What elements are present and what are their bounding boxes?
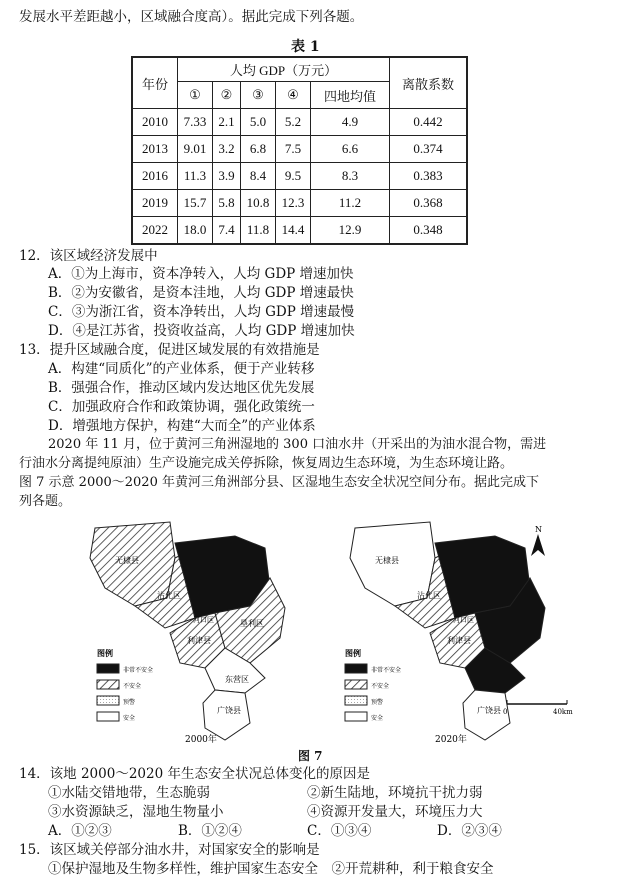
table-row — [132, 217, 467, 245]
header-year: 年份 — [132, 57, 178, 109]
cell: 7.4 — [213, 217, 241, 245]
legend-label: 非常不安全 — [123, 667, 154, 674]
cell: 7.33 — [178, 109, 213, 136]
cell: 12.3 — [276, 190, 311, 217]
q14-item-1: ①水陆交错地带，生态脆弱 — [48, 785, 210, 801]
scale-distance: 40km — [553, 708, 573, 716]
cell: 9.01 — [178, 136, 213, 163]
legend-swatch-black — [345, 664, 367, 673]
cell: 10.8 — [241, 190, 276, 217]
legend-title: 图例 — [97, 648, 113, 658]
cell: 4.9 — [311, 109, 390, 136]
cell: 11.3 — [178, 163, 213, 190]
legend-swatch-dots — [97, 696, 119, 705]
cell: 7.5 — [276, 136, 311, 163]
legend-label: 不安全 — [123, 683, 142, 690]
legend-label: 预警 — [123, 699, 136, 706]
map-2020 — [335, 518, 585, 746]
q14-item-3: ③水资源缺乏，湿地生物量小 — [48, 804, 224, 820]
table-caption: 表 1 — [291, 39, 320, 55]
passage-line: 列各题。 — [19, 494, 72, 509]
cell: 2022 — [132, 217, 178, 245]
cell: 2010 — [132, 109, 178, 136]
cell: 6.8 — [241, 136, 276, 163]
cell: 3.2 — [213, 136, 241, 163]
label-kenli: 垦利区 — [240, 619, 264, 628]
label-hekou: 河口区 — [453, 616, 474, 624]
label-dongying: 东营区 — [225, 675, 249, 684]
label-wudi: 无棣县 — [375, 556, 399, 565]
legend-title: 图例 — [345, 648, 361, 658]
cell: 0.442 — [390, 109, 468, 136]
passage-line: 行油水分离提纯原油）生产设施完成关停拆除，恢复周边生态环境，为生态环境让路。 — [19, 456, 514, 471]
label-lijin: 利津县 — [187, 636, 211, 645]
legend-label: 非常不安全 — [371, 667, 402, 674]
cell: 5.0 — [241, 109, 276, 136]
cell: 0.348 — [390, 217, 468, 245]
cell: 2019 — [132, 190, 178, 217]
cell: 2013 — [132, 136, 178, 163]
cell: 2016 — [132, 163, 178, 190]
q14-choice-d: D．②③④ — [437, 823, 502, 839]
label-hekou: 河口区 — [193, 616, 214, 624]
cell: 5.2 — [276, 109, 311, 136]
north-arrow-icon — [531, 534, 545, 556]
legend-label: 不安全 — [371, 683, 390, 690]
passage-line: 图 7 示意 2000～2020 年黄河三角洲部分县、区湿地生态安全状况空间分布。据此完成下 — [19, 475, 539, 490]
legend-swatch-black — [97, 664, 119, 673]
header-dispersion: 离散系数 — [390, 57, 468, 109]
legend-swatch-hatch — [97, 680, 119, 689]
subheader: ② — [213, 82, 241, 109]
q13-option-d: D．增强地方保护，构建“大而全”的产业体系 — [48, 418, 316, 434]
table-row — [132, 163, 467, 190]
legend-label: 预警 — [371, 699, 384, 706]
table-row — [132, 136, 467, 163]
cell: 18.0 — [178, 217, 213, 245]
gdp-table — [131, 56, 468, 245]
legend-swatch-white — [345, 712, 367, 721]
cell: 9.5 — [276, 163, 311, 190]
label-wudi: 无棣县 — [115, 556, 139, 565]
figure-caption: 图 7 — [298, 749, 323, 763]
region-guangrao-2000 — [203, 690, 250, 740]
q14-choice-c: C．①③④ — [307, 823, 372, 839]
cell: 12.9 — [311, 217, 390, 245]
scale-zero: 0 — [503, 708, 508, 716]
q14-stem: 14．该地 2000～2020 年生态安全状况总体变化的原因是 — [19, 766, 370, 782]
cell: 11.2 — [311, 190, 390, 217]
cell: 0.374 — [390, 136, 468, 163]
cell: 8.3 — [311, 163, 390, 190]
legend-label: 安全 — [371, 715, 384, 722]
north-label: N — [535, 525, 542, 534]
subheader: 四地均值 — [311, 82, 390, 109]
subheader: ① — [178, 82, 213, 109]
cell: 2.1 — [213, 109, 241, 136]
table-row — [132, 109, 467, 136]
cell: 0.383 — [390, 163, 468, 190]
q12-option-c: C．③为浙江省，资本净转出，人均 GDP 增速最慢 — [48, 304, 355, 320]
q14-item-2: ②新生陆地，环境抗干扰力弱 — [307, 785, 483, 801]
map-2000 — [75, 518, 325, 746]
q13-option-a: A．构建“同质化”的产业体系，便于产业转移 — [48, 361, 315, 377]
label-guangrao: 广饶县 — [477, 706, 501, 715]
label-lijin: 利津县 — [447, 636, 471, 645]
legend-label: 安全 — [123, 715, 136, 722]
subheader: ③ — [241, 82, 276, 109]
q14-choice-b: B．①②④ — [178, 823, 242, 839]
label-guangrao: 广饶县 — [217, 706, 241, 715]
cell: 14.4 — [276, 217, 311, 245]
label-zhanhua: 沾化区 — [417, 591, 441, 600]
q13-stem: 13．提升区域融合度，促进区域发展的有效措施是 — [19, 342, 320, 358]
q14-item-4: ④资源开发量大，环境压力大 — [307, 804, 483, 820]
cell: 0.368 — [390, 190, 468, 217]
q15-stem: 15．该区域关停部分油水井，对国家安全的影响是 — [19, 842, 320, 858]
cell: 3.9 — [213, 163, 241, 190]
header-gdp: 人均 GDP（万元） — [178, 57, 390, 82]
map-year-2020: 2020年 — [435, 735, 467, 745]
table-row — [132, 190, 467, 217]
cell: 11.8 — [241, 217, 276, 245]
subheader: ④ — [276, 82, 311, 109]
label-zhanhua: 沾化区 — [157, 591, 181, 600]
map-year-2000: 2000年 — [185, 735, 217, 745]
cell: 15.7 — [178, 190, 213, 217]
passage-line: 2020 年 11 月，位于黄河三角洲湿地的 300 口油水井（开采出的为油水混合物，需进 — [48, 437, 547, 452]
intro-line: 发展水平差距越小，区域融合度高）。据此完成下列各题。 — [19, 9, 364, 25]
q14-choice-a: A．①②③ — [48, 823, 112, 839]
legend-swatch-hatch — [345, 680, 367, 689]
cell: 5.8 — [213, 190, 241, 217]
cell: 6.6 — [311, 136, 390, 163]
cell: 8.4 — [241, 163, 276, 190]
legend-swatch-white — [97, 712, 119, 721]
q12-stem: 12．该区域经济发展中 — [19, 248, 158, 264]
q12-option-a: A．①为上海市，资本净转入，人均 GDP 增速加快 — [48, 266, 354, 282]
q12-option-b: B．②为安徽省，是资本洼地，人均 GDP 增速最快 — [48, 285, 354, 301]
q13-option-c: C．加强政府合作和政策协调，强化政策统一 — [48, 399, 315, 415]
q12-option-d: D．④是江苏省，投资收益高，人均 GDP 增速加快 — [48, 323, 355, 339]
q15-items: ①保护湿地及生物多样性，维护国家生态安全 ②开荒耕种，利于粮食安全 — [48, 861, 494, 877]
legend-swatch-dots — [345, 696, 367, 705]
q13-option-b: B．强强合作，推动区域内发达地区优先发展 — [48, 380, 315, 396]
